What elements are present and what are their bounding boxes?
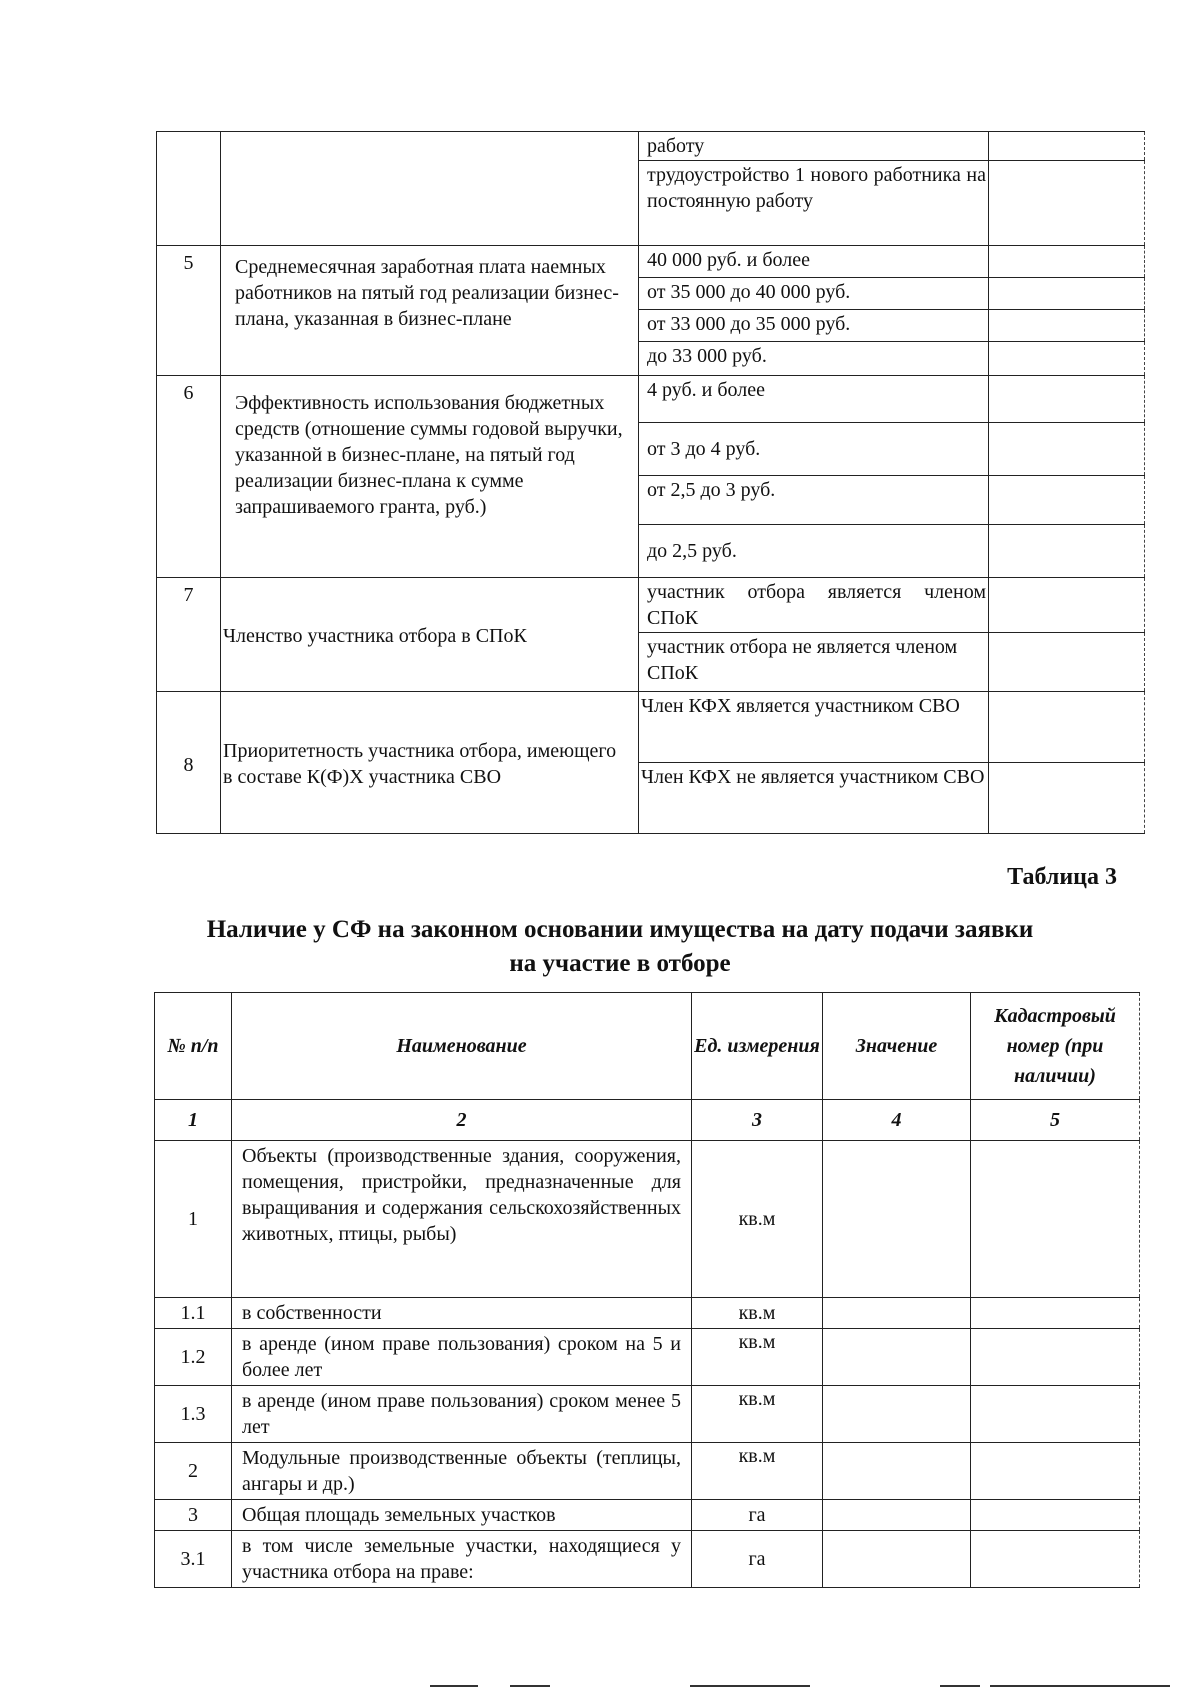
index-cell: 1 (155, 1100, 232, 1141)
row-cadastral (971, 1329, 1140, 1386)
option-text: трудоустройство 1 нового работника на постоянную работу (639, 161, 989, 246)
table-row (157, 578, 1145, 633)
table-caption: Таблица 3 (1007, 864, 1117, 890)
row-unit: кв.м (692, 1298, 823, 1329)
score-cell (989, 692, 1145, 763)
row-value (823, 1443, 971, 1500)
index-cell: 5 (971, 1100, 1140, 1141)
table-row (155, 1531, 1140, 1588)
table-row (155, 1329, 1140, 1386)
criterion-text: Приоритетность участника отбора, имеющего в составе К(Ф)Х участника СВО (221, 692, 639, 834)
index-cell: 3 (692, 1100, 823, 1141)
index-row (155, 1100, 1140, 1141)
header-cadastral: Кадастровый номер (при наличии) (971, 993, 1140, 1100)
row-name: Модульные производственные объекты (теплицы, ангары и др.) (232, 1443, 692, 1500)
option-text: Член КФХ является участником СВО (639, 692, 989, 763)
score-cell (989, 310, 1145, 342)
row-number: 7 (157, 578, 221, 692)
score-cell (989, 525, 1145, 578)
row-number: 2 (155, 1443, 232, 1500)
table-row (157, 132, 1145, 161)
option-text: от 2,5 до 3 руб. (639, 476, 989, 525)
row-value (823, 1141, 971, 1298)
row-name: в аренде (ином праве пользования) сроком менее 5 лет (232, 1386, 692, 1443)
row-name: в том числе земельные участки, находящиеся у участника отбора на праве: (232, 1531, 692, 1588)
criteria-table (156, 131, 1145, 834)
criterion-text: Среднемесячная заработная плата наемных работников на пятый год реализации бизнес-плана, указанная в бизнес-плане (221, 246, 639, 376)
row-unit: кв.м (692, 1329, 823, 1386)
score-cell (989, 578, 1145, 633)
row-number: 1 (155, 1141, 232, 1298)
table-row (157, 376, 1145, 423)
row-value (823, 1298, 971, 1329)
row-number: 1.2 (155, 1329, 232, 1386)
row-number: 3 (155, 1500, 232, 1531)
header-num: № п/п (155, 993, 232, 1100)
row-number: 1.1 (155, 1298, 232, 1329)
scan-artifact-line (510, 1685, 550, 1687)
scan-artifact-line (430, 1685, 478, 1687)
row-unit: кв.м (692, 1386, 823, 1443)
score-cell (989, 278, 1145, 310)
row-number: 6 (157, 376, 221, 578)
table-row (155, 1500, 1140, 1531)
row-cadastral (971, 1500, 1140, 1531)
scan-artifact-line (940, 1685, 980, 1687)
option-text: до 33 000 руб. (639, 342, 989, 376)
row-name: в аренде (ином праве пользования) сроком на 5 и более лет (232, 1329, 692, 1386)
table-row (155, 1141, 1140, 1298)
row-value (823, 1500, 971, 1531)
option-text: от 33 000 до 35 000 руб. (639, 310, 989, 342)
score-cell (989, 342, 1145, 376)
row-value (823, 1386, 971, 1443)
row-cadastral (971, 1298, 1140, 1329)
table-row (157, 246, 1145, 278)
property-table (154, 992, 1140, 1588)
option-text: от 3 до 4 руб. (639, 423, 989, 476)
row-number: 1.3 (155, 1386, 232, 1443)
option-text: Член КФХ не является участником СВО (639, 763, 989, 834)
score-cell (989, 132, 1145, 161)
row-value (823, 1531, 971, 1588)
row-unit: га (692, 1531, 823, 1588)
header-value: Значение (823, 993, 971, 1100)
header-unit: Ед. измерения (692, 993, 823, 1100)
criterion-text: Эффективность использования бюджетных средств (отношение суммы годовой выручки, указанной в бизнес-плане, на пятый год реализации бизнес-плана к сумме запрашиваемого гранта, руб.) (221, 376, 639, 578)
scan-artifact-line (690, 1685, 810, 1687)
row-number: 5 (157, 246, 221, 376)
score-cell (989, 763, 1145, 834)
score-cell (989, 161, 1145, 246)
row-unit: кв.м (692, 1443, 823, 1500)
row-cadastral (971, 1443, 1140, 1500)
row-unit: га (692, 1500, 823, 1531)
criterion-text (221, 132, 639, 246)
row-number (157, 132, 221, 246)
table-row (155, 1443, 1140, 1500)
score-cell (989, 246, 1145, 278)
option-text: участник отбора не является членом СПоК (639, 633, 989, 692)
row-cadastral (971, 1141, 1140, 1298)
row-number: 3.1 (155, 1531, 232, 1588)
row-name: в собственности (232, 1298, 692, 1329)
option-text: от 35 000 до 40 000 руб. (639, 278, 989, 310)
option-text: до 2,5 руб. (639, 525, 989, 578)
criterion-text: Членство участника отбора в СПоК (221, 578, 639, 692)
score-cell (989, 633, 1145, 692)
option-text: 40 000 руб. и более (639, 246, 989, 278)
header-row (155, 993, 1140, 1100)
table-row (155, 1298, 1140, 1329)
row-name: Общая площадь земельных участков (232, 1500, 692, 1531)
option-text: участник отбора является членом СПоК (639, 578, 989, 633)
index-cell: 2 (232, 1100, 692, 1141)
row-cadastral (971, 1386, 1140, 1443)
option-text: работу (639, 132, 989, 161)
row-value (823, 1329, 971, 1386)
score-cell (989, 376, 1145, 423)
row-cadastral (971, 1531, 1140, 1588)
index-cell: 4 (823, 1100, 971, 1141)
table-title: Наличие у СФ на законном основании имущества на дату подачи заявки на участие в отборе (206, 916, 1034, 977)
scan-artifact-line (990, 1685, 1170, 1687)
score-cell (989, 423, 1145, 476)
score-cell (989, 476, 1145, 525)
row-number: 8 (157, 692, 221, 834)
header-name: Наименование (232, 993, 692, 1100)
row-unit: кв.м (692, 1141, 823, 1298)
table-row (157, 692, 1145, 763)
option-text: 4 руб. и более (639, 376, 989, 423)
table-row (155, 1386, 1140, 1443)
row-name: Объекты (производственные здания, сооружения, помещения, пристройки, предназначенные для выращивания и содержания сельскохозяйственных животных, птицы, рыбы) (232, 1141, 692, 1298)
